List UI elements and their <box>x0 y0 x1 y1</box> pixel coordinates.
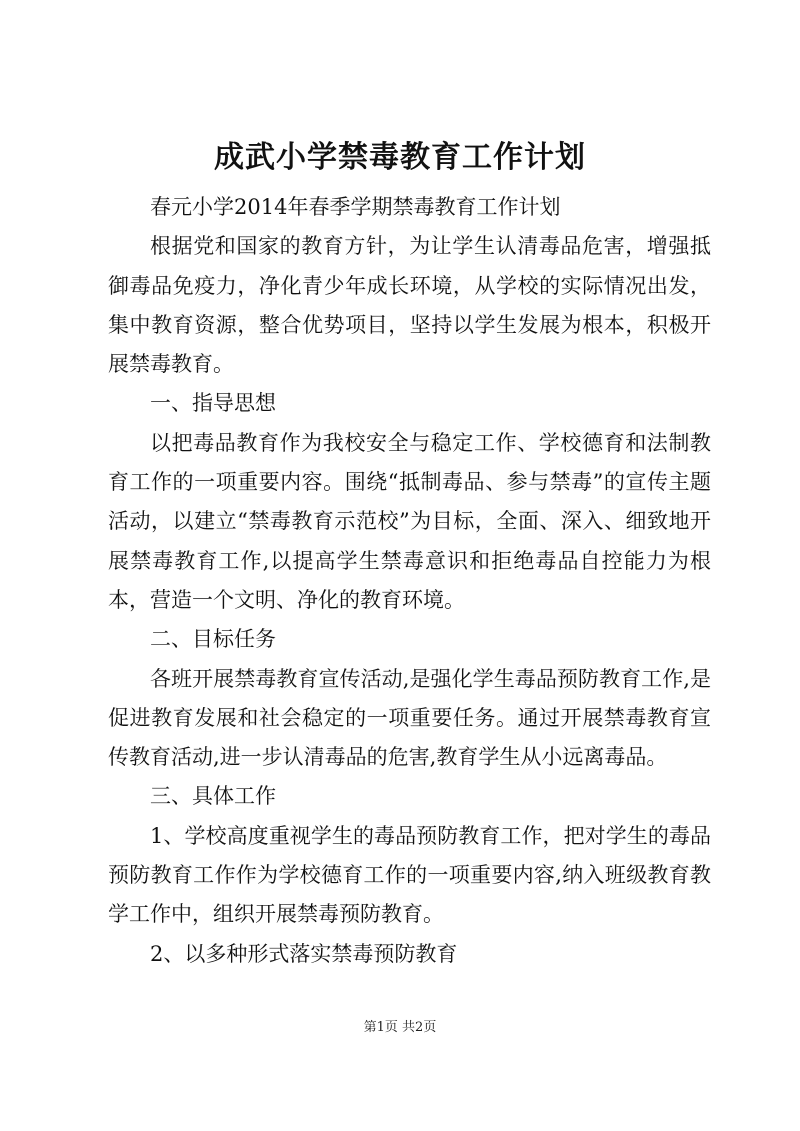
goals-tasks-paragraph: 各班开展禁毒教育宣传活动,是强化学生毒品预防教育工作,是促进教育发展和社会稳定的一项重要任务。通过开展禁毒教育宣传教育活动,进一步认清毒品的危害,教育学生从小远离毒品。 <box>108 666 711 770</box>
section-heading-goals-tasks: 二、目标任务 <box>150 627 276 652</box>
page-number-label: 第1页 共2页 <box>363 1020 437 1035</box>
intro-paragraph: 根据党和国家的教育方针，为让学生认清毒品危害，增强抵御毒品免疫力，净化青少年成长环境，从学校的实际情况出发，集中教育资源，整合优势项目，坚持以学生发展为根本，积极开展禁毒教育。 <box>108 234 711 377</box>
document-body <box>108 188 711 974</box>
section-heading-guiding-ideology: 一、指导思想 <box>150 391 276 416</box>
page-footer <box>0 1018 800 1038</box>
specific-work-item-2: 2、以多种形式落实禁毒预防教育 <box>150 941 458 966</box>
subtitle-paragraph: 春元小学2014年春季学期禁毒教育工作计划 <box>150 195 561 219</box>
document-title: 成武小学禁毒教育工作计划 <box>214 140 586 175</box>
section-heading-specific-work: 三、具体工作 <box>150 784 276 809</box>
specific-work-item-1: 1、学校高度重视学生的毒品预防教育工作，把对学生的毒品预防教育工作作为学校德育工作的一项重要内容,纳入班级教育教学工作中，组织开展禁毒预防教育。 <box>108 823 711 927</box>
guiding-ideology-paragraph: 以把毒品教育作为我校安全与稳定工作、学校德育和法制教育工作的一项重要内容。围绕“抵制毒品、参与禁毒”的宣传主题活动，以建立“禁毒教育示范校”为目标，全面、深入、细致地开展禁毒教育工作,以提高学生禁毒意识和拒绝毒品自控能力为根本，营造一个文明、净化的教育环境。 <box>108 430 711 612</box>
